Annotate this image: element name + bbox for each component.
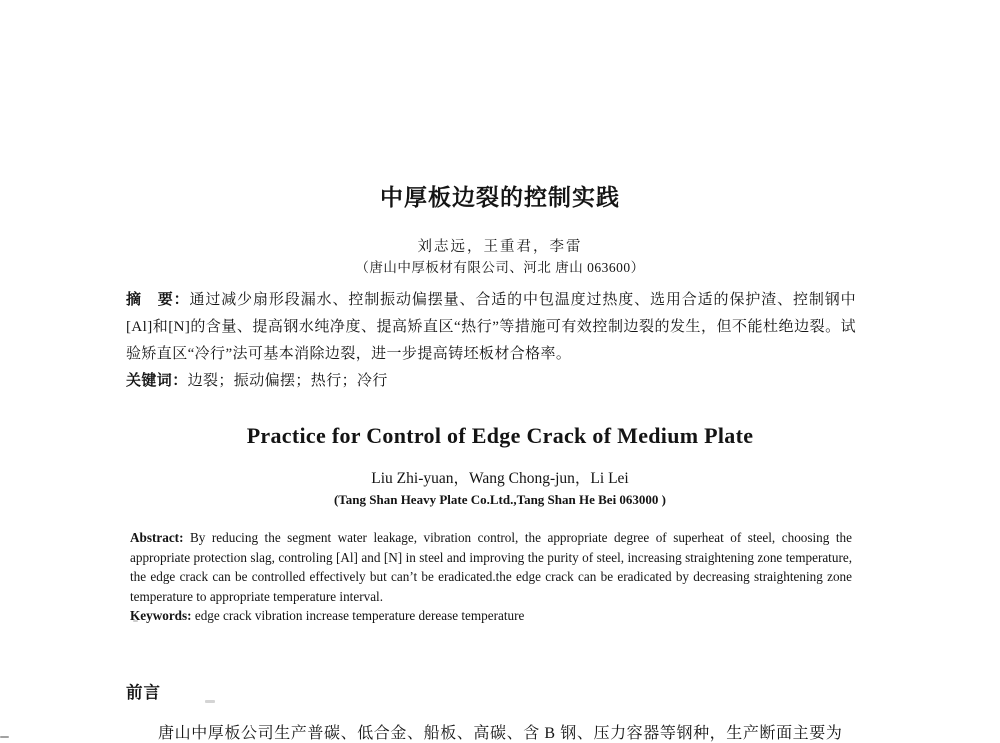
chinese-abstract-block	[126, 287, 856, 395]
english-title: Practice for Control of Edge Crack of Medium Plate	[246, 423, 754, 448]
english-abstract-block	[130, 528, 852, 626]
english-abstract	[130, 528, 852, 606]
chinese-keywords-label: 关键词：	[126, 373, 188, 389]
body-first-paragraph: 唐山中厚板公司生产普碳、低合金、船板、高碳、含 B 钢、压力容器等钢种，生产断面主要为	[158, 725, 843, 742]
chinese-keywords	[126, 368, 856, 395]
english-keywords-text: edge crack vibration increase temperature derease temperature	[191, 608, 525, 624]
english-keywords	[130, 606, 852, 626]
chinese-title: 中厚板边裂的控制实践	[380, 185, 620, 210]
chinese-abstract-label: 摘 要：	[126, 292, 190, 308]
chinese-authors: 刘志远，王重君，李雷	[417, 239, 583, 255]
chinese-keywords-text: 边裂；振动偏摆；热行；冷行	[187, 373, 388, 389]
scan-artifact	[205, 700, 215, 703]
scan-artifact	[0, 736, 9, 738]
chinese-abstract-text: 通过减少扇形段漏水、控制振动偏摆量、合适的中包温度过热度、选用合适的保护渣、控制钢中[Al]和[N]的含量、提高钢水纯净度、提高矫直区“热行”等措施可有效控制边裂的发生，但不能杜绝边裂。试验矫直区“冷行”法可基本消除边裂，进一步提高铸坯板材合格率。	[126, 292, 856, 362]
english-affiliation: (Tang Shan Heavy Plate Co.Ltd.,Tang Shan He Bei 063000 )	[333, 492, 667, 507]
scan-artifact	[133, 620, 138, 622]
section-heading-introduction: 前言	[126, 683, 161, 702]
english-abstract-label: Abstract:	[130, 530, 184, 545]
chinese-abstract	[126, 287, 856, 368]
english-authors: Liu Zhi-yuan，Wang Chong-jun，Li Lei	[371, 470, 629, 487]
english-keywords-label: Keywords:	[130, 608, 192, 624]
chinese-affiliation: （唐山中厚板材有限公司、河北 唐山 063600）	[355, 260, 645, 275]
english-abstract-text: By reducing the segment water leakage, vibration control, the appropriate degree of superheat of steel, choosing the appropriate protection slag, controling [Al] and [N] in steel and improving the purity of steel, increasing straightening zone temperature, the edge crack can be controlled effectively but can’t be eradicated.the edge crack can be eradicated by decreasing straightening zone temperature to appropriate temperature interval.	[130, 530, 852, 604]
